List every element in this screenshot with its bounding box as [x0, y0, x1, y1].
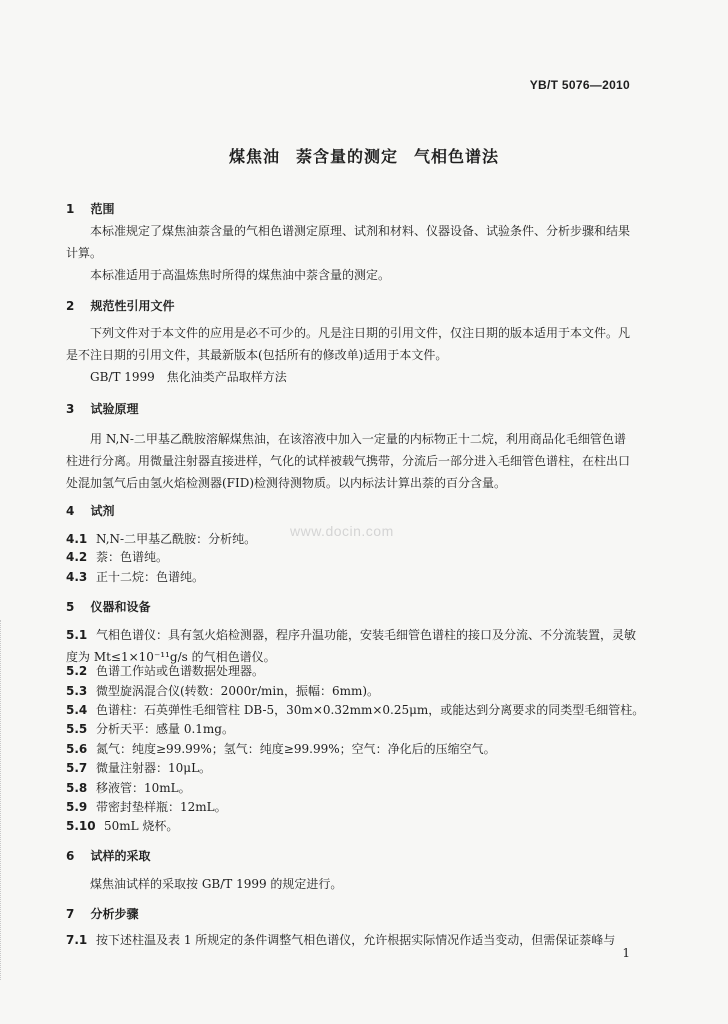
- watermark-text: www.docin.com: [290, 523, 394, 539]
- clause-number: 5.10: [66, 819, 96, 833]
- clause-number: 5.5: [66, 722, 88, 736]
- clause-text: 氮气：纯度≥99.99%；氢气：纯度≥99.99%；空气：净化后的压缩空气。: [96, 742, 496, 756]
- section-title: 仪器和设备: [90, 600, 151, 614]
- section-1-heading: [66, 198, 115, 220]
- clause-text: 气相色谱仪：具有氢火焰检测器，程序升温功能，安装毛细管色谱柱的接口及分流、不分流装置，灵敏度为 Mt≤1×10⁻¹¹g/s 的气相色谱仪。: [66, 628, 637, 664]
- section-6-heading: [66, 845, 151, 867]
- clause-text: N,N-二甲基乙酰胺：分析纯。: [96, 532, 257, 546]
- section-title: 范围: [90, 202, 115, 216]
- clause-number: 5.4: [66, 703, 88, 717]
- clause-number: 4.1: [66, 532, 88, 546]
- clause-number: 4.2: [66, 550, 88, 564]
- section-3-heading: [66, 398, 139, 420]
- section-6-paragraph-1: 煤焦油试样的采取按 GB/T 1999 的规定进行。: [90, 877, 343, 891]
- section-number: 2: [66, 299, 75, 313]
- section-1-paragraph-2: 本标准适用于高温炼焦时所得的煤焦油中萘含量的测定。: [90, 268, 391, 282]
- clause-text: 50mL 烧杯。: [104, 819, 179, 833]
- clause-number: 5.3: [66, 684, 88, 698]
- page-number: 1: [622, 946, 630, 960]
- section-number: 5: [66, 600, 75, 614]
- clause-5-7: [66, 757, 211, 779]
- clause-text: 萘：色谱纯。: [96, 550, 169, 564]
- section-number: 7: [66, 907, 75, 921]
- section-1-paragraph-1: 本标准规定了煤焦油萘含量的气相色谱测定原理、试剂和材料、仪器设备、试验条件、分析步骤和结果计算。: [66, 224, 631, 260]
- section-number: 3: [66, 402, 75, 416]
- clause-number: 5.6: [66, 742, 88, 756]
- clause-text: 按下述柱温及表 1 所规定的条件调整气相色谱仪，允许根据实际情况作适当变动，但需保证萘峰与: [96, 933, 616, 947]
- title-part-1: 煤焦油: [228, 147, 280, 166]
- clause-number: 5.7: [66, 761, 88, 775]
- clause-text: 带密封垫样瓶：12mL。: [96, 800, 227, 814]
- section-3-paragraph-1: 用 N,N-二甲基乙酰胺溶解煤焦油，在该溶液中加入一定量的内标物正十二烷，利用商品化毛细管色谱柱进行分离。用微量注射器直接进样，气化的试样被载气携带，分流后一部分进入毛细管色谱柱，在柱出口处混加氢气后由氢火焰检测器(FID)检测待测物质。以内标法计算出萘的百分含量。: [66, 432, 631, 490]
- section-number: 4: [66, 504, 75, 518]
- clause-number: 5.9: [66, 800, 88, 814]
- clause-text: 分析天平：感量 0.1mg。: [96, 722, 234, 736]
- clause-5-10: [66, 815, 178, 837]
- clause-text: 色谱工作站或色谱数据处理器。: [96, 664, 265, 678]
- title-part-2: 萘含量的测定: [295, 147, 398, 166]
- clause-5-2: [66, 660, 264, 682]
- section-2-reference: GB/T 1999 焦化油类产品取样方法: [90, 370, 287, 384]
- section-title: 试剂: [90, 504, 115, 518]
- clause-text: 微量注射器：10μL。: [96, 761, 212, 775]
- clause-number: 5.1: [66, 628, 88, 642]
- section-number: 1: [66, 202, 75, 216]
- section-2-heading: [66, 295, 175, 317]
- clause-7-1: [66, 929, 615, 951]
- section-5-heading: [66, 596, 151, 618]
- section-2-paragraph-1: 下列文件对于本文件的应用是必不可少的。凡是注日期的引用文件，仅注日期的版本适用于本文件。凡是不注日期的引用文件，其最新版本(包括所有的修改单)适用于本文件。: [66, 326, 631, 362]
- clause-4-3: [66, 566, 204, 588]
- clause-5-5: [66, 718, 234, 740]
- standard-code: YB/T 5076—2010: [529, 78, 630, 92]
- scan-edge-marks: [0, 620, 9, 980]
- clause-number: 5.2: [66, 664, 88, 678]
- section-4-heading: [66, 500, 115, 522]
- clause-number: 4.3: [66, 570, 88, 584]
- clause-number: 5.8: [66, 781, 88, 795]
- clause-text: 微型旋涡混合仪(转数：2000r/min，振幅：6mm)。: [96, 684, 380, 698]
- title-part-3: 气相色谱法: [414, 147, 500, 166]
- section-title: 试验原理: [90, 402, 139, 416]
- section-7-heading: [66, 903, 139, 925]
- section-title: 试样的采取: [90, 849, 151, 863]
- clause-text: 移液管：10mL。: [96, 781, 191, 795]
- section-title: 规范性引用文件: [90, 299, 175, 313]
- clause-text: 色谱柱：石英弹性毛细管柱 DB-5，30m×0.32mm×0.25μm，或能达到分离要求的同类型毛细管柱。: [96, 703, 645, 717]
- clause-4-2: [66, 546, 168, 568]
- section-number: 6: [66, 849, 75, 863]
- document-title: [0, 144, 728, 167]
- clause-text: 正十二烷：色谱纯。: [96, 570, 205, 584]
- clause-number: 7.1: [66, 933, 88, 947]
- section-title: 分析步骤: [90, 907, 139, 921]
